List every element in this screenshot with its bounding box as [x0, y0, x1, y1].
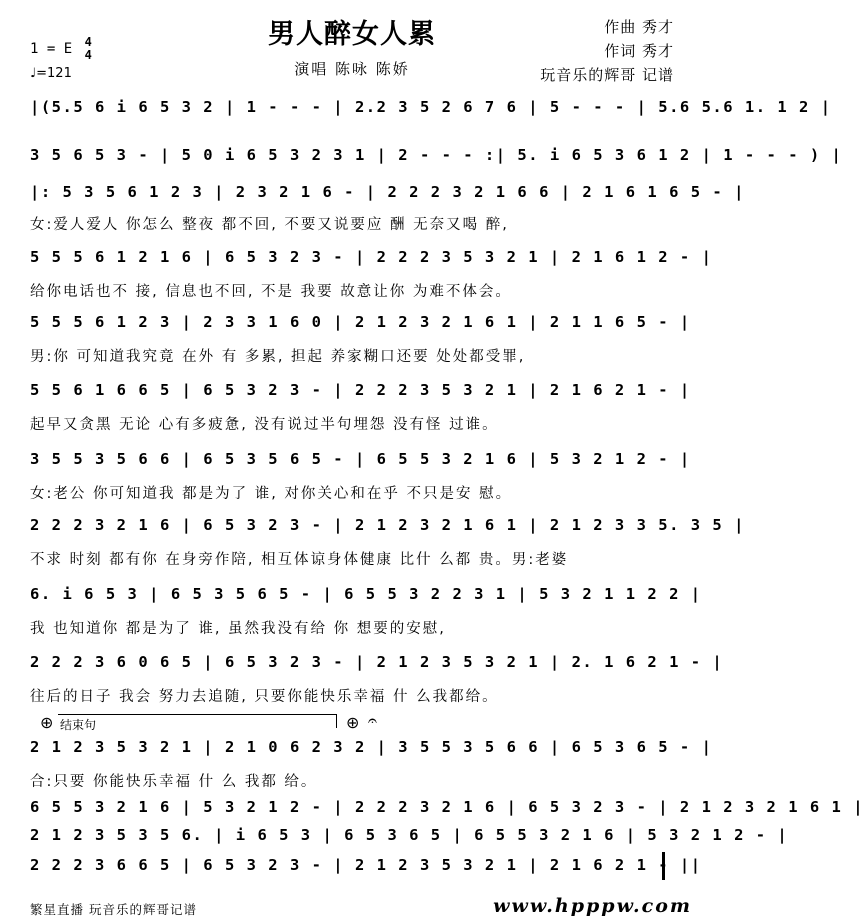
score-line: 5 5 5 6 1 2 3 | 2 3 3 1 6 0 | 2 1 2 3 2 1 6 1 | 2 1 1 6 5 - |: [30, 313, 691, 331]
lyric-line: 女:爱人爱人 你怎么 整夜 都不回, 不要又说要应 酬 无奈又喝 醉,: [30, 217, 509, 233]
website-watermark: www.hpppw.com: [493, 895, 692, 917]
score-line: 2 2 2 3 2 1 6 | 6 5 3 2 3 - | 2 1 2 3 2 1 6 1 | 2 1 2 3 3 5. 3 5 |: [30, 516, 745, 534]
score-line: |: 5 3 5 6 1 2 3 | 2 3 2 1 6 - | 2 2 2 3 2 1 6 6 | 2 1 6 1 6 5 - |: [30, 183, 745, 201]
time-bottom: 4: [84, 48, 92, 62]
coda-sign: ⊕: [346, 713, 360, 732]
score-line: 5 5 6 1 6 6 5 | 6 5 3 2 3 - | 2 2 2 3 5 3 2 1 | 2 1 6 2 1 - |: [30, 381, 691, 399]
key-signature: [30, 36, 92, 62]
lyric-line: 不求 时刻 都有你 在身旁作陪, 相互体谅身体健康 比什 么都 贵。男:老婆: [30, 552, 569, 568]
ending-bracket-end: [336, 714, 337, 728]
score-line: 2 1 2 3 5 3 2 1 | 2 1 0 6 2 3 2 | 3 5 5 3 5 6 6 | 6 5 3 6 5 - |: [30, 738, 713, 756]
lyric-line: 我 也知道你 都是为了 谁, 虽然我没有给 你 想要的安慰,: [30, 621, 446, 637]
notator-credit: 玩音乐的辉哥 记谱: [540, 66, 674, 84]
score-line: 3 5 6 5 3 - | 5 0 i 6 5 3 2 3 1 | 2 - - - :| 5. i 6 5 3 6 1 2 | 1 - - - ) |: [30, 146, 843, 164]
final-barline: [662, 852, 665, 880]
lyric-line: 女:老公 你可知道我 都是为了 谁, 对你关心和在乎 不只是安 慰。: [30, 486, 513, 502]
composer-credit: 作曲 秀才: [604, 18, 674, 36]
score-line: 3 5 5 3 5 6 6 | 6 5 3 5 6 5 - | 6 5 5 3 2 1 6 | 5 3 2 1 2 - |: [30, 450, 691, 468]
lyricist-credit: 作词 秀才: [604, 42, 674, 60]
footer-credit: 繁星直播 玩音乐的辉哥记谱: [30, 902, 197, 917]
lyric-line: 往后的日子 我会 努力去追随, 只要你能快乐幸福 什 么我都给。: [30, 689, 499, 705]
score-line: 5 5 5 6 1 2 1 6 | 6 5 3 2 3 - | 2 2 2 3 5 3 2 1 | 2 1 6 1 2 - |: [30, 248, 713, 266]
score-line: 2 2 2 3 6 0 6 5 | 6 5 3 2 3 - | 2 1 2 3 5 3 2 1 | 2. 1 6 2 1 - |: [30, 653, 724, 671]
key-label: 1 = E: [30, 41, 73, 57]
time-signature: [85, 36, 92, 62]
score-line: 2 2 2 3 6 6 5 | 6 5 3 2 3 - | 2 1 2 3 5 3 2 1 | 2 1 6 2 1 - ||: [30, 856, 702, 874]
song-title: 男人醉女人累: [268, 19, 436, 50]
coda-sign: ⊕: [40, 713, 54, 732]
lyric-line: 给你电话也不 接, 信息也不回, 不是 我要 故意让你 为难不体会。: [30, 284, 512, 300]
score-line: |(5.5 6 i 6 5 3 2 | 1 - - - | 2.2 3 5 2 6 7 6 | 5 - - - | 5.6 5.6 1. 1 2 |: [30, 98, 832, 116]
score-line: 6 5 5 3 2 1 6 | 5 3 2 1 2 - | 2 2 2 3 2 1 6 | 6 5 3 2 3 - | 2 1 2 3 2 1 6 1 |: [30, 798, 864, 816]
singers: 演唱 陈咏 陈娇: [294, 60, 410, 78]
lyric-line: 合:只要 你能快乐幸福 什 么 我都 给。: [30, 774, 318, 790]
score-line: 6. i 6 5 3 | 6 5 3 5 6 5 - | 6 5 5 3 2 2 3 1 | 5 3 2 1 1 2 2 |: [30, 585, 702, 603]
lyric-line: 起早又贪黑 无论 心有多疲惫, 没有说过半句埋怨 没有怪 过谁。: [30, 417, 499, 433]
lyric-line: 男:你 可知道我究竟 在外 有 多累, 担起 养家糊口还要 处处都受罪,: [30, 349, 526, 365]
ending-label: 结束句: [60, 718, 97, 732]
fermata-sign: 𝄐: [368, 711, 377, 730]
time-top: 4: [84, 35, 92, 49]
score-line: 2 1 2 3 5 3 5 6. | i 6 5 3 | 6 5 3 6 5 | 6 5 5 3 2 1 6 | 5 3 2 1 2 - |: [30, 826, 789, 844]
tempo-marking: ♩=121: [30, 66, 72, 81]
ending-bracket: [58, 714, 336, 715]
